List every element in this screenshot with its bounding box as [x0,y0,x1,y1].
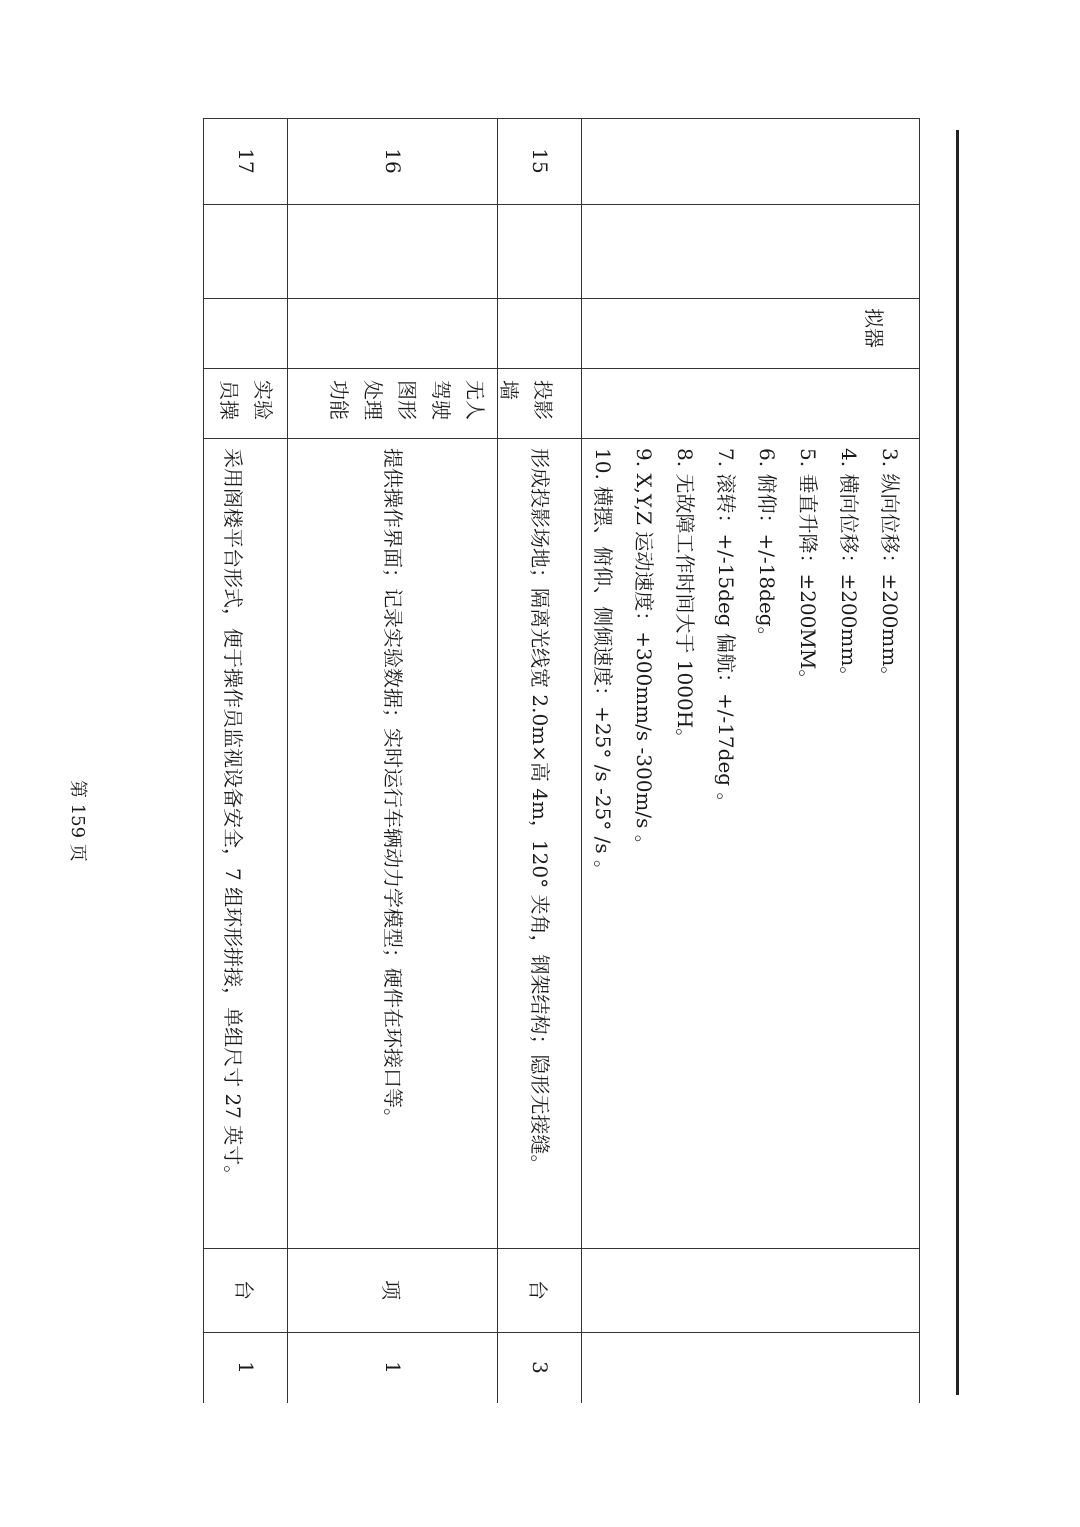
item-name [212,376,280,438]
col-divider [203,368,920,369]
item-name [322,376,492,438]
item-name-line: 功能 [327,380,351,420]
table-border-bottom [203,118,204,1403]
page-edge-rule [956,130,959,1395]
item-description: 采用阁楼平台形式，便于操作员监视设备安全，7 组环形拼接，单组尺寸 27 英寸。 [221,448,245,1186]
item-name-line: 驾驶 [429,380,453,420]
col-divider [203,438,920,439]
item-name-line: 实验 [251,380,275,420]
spec-line: 9. X,Y,Z 运动速度：+300mm/s -300m/s 。 [632,448,656,855]
spec-line: 6. 俯仰：+/-18deg。 [755,448,779,647]
col-divider [203,204,920,205]
item-unit: 台 [232,1280,257,1300]
page-number: 第 159 页 [67,780,88,862]
row-index: 15 [528,148,552,174]
item-name-line: 处理 [361,380,385,420]
rotated-page [200,118,920,1408]
spec-line: 8. 无故障工作时间大于 1000H。 [673,448,697,749]
item-name [492,376,560,438]
spec-table [202,118,920,1403]
item-name-line: 图形 [395,380,419,420]
item-qty: 1 [234,1361,258,1374]
item-name-line: 员操 [217,380,241,420]
item-name-line: 投影 [531,380,555,420]
row-index: 17 [234,148,258,174]
spec-line: 10. 横摆、俯仰、侧倾速度：+25° /s -25° /s 。 [591,448,615,881]
spec-line: 4. 横向位移：±200mm。 [837,448,861,687]
spec-line: 7. 滚转：+/-15deg 偏航：+/-17deg 。 [714,448,738,813]
spec-line: 5. 垂直升降：±200MM。 [796,448,820,690]
item-description: 提供操作界面；记录实验数据；实时运行车辆动力学模型；硬件在环接口等。 [381,448,405,1128]
item-description: 形成投影场地；隔离光线宽 2.0m×高 4m，120° 夹角，钢架结构；隐形无接缝。 [528,448,552,1175]
item-qty: 3 [528,1361,552,1374]
item-unit: 台 [526,1280,551,1300]
item-name-partial: 拟器 [862,308,886,348]
item-name-line: 墙 [497,380,521,400]
item-qty: 1 [381,1361,405,1374]
row-divider [287,118,288,1403]
col-divider [203,298,920,299]
item-name-line: 无人 [463,380,487,420]
spec-list [582,448,910,880]
item-unit: 项 [379,1280,404,1300]
row-divider [497,118,498,1403]
spec-line: 3. 纵向位移：±200mm。 [878,448,902,687]
row-index: 16 [381,148,405,174]
